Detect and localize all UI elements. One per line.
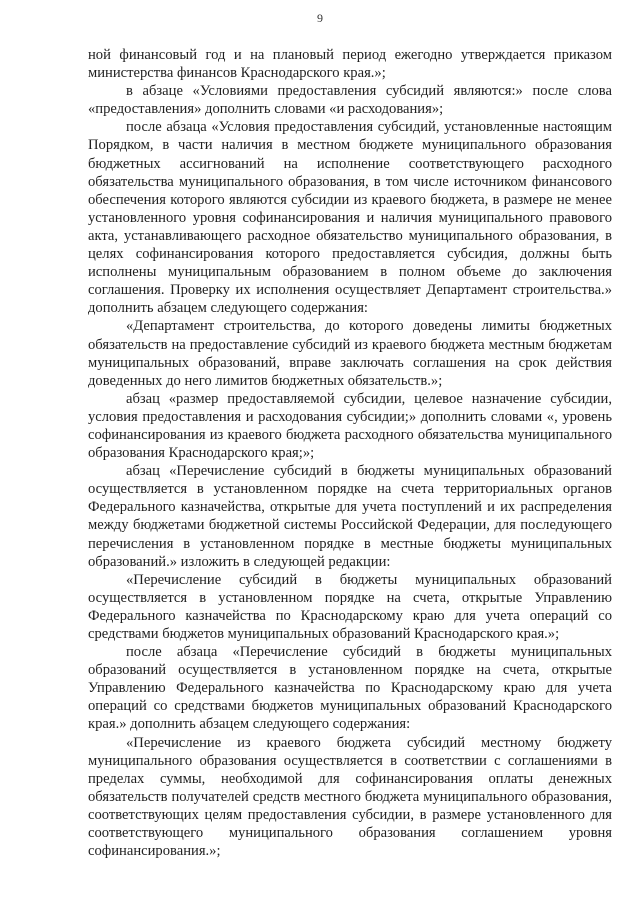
paragraph-1: ной финансовый год и на плановый период ежегодно утверждается приказом министерства финансов Краснодарского края.»;	[88, 47, 612, 82]
paragraph-5: абзац «размер предоставляемой субсидии, целевое назначение субсидии, условия предоставления и расходования субсидии;» дополнить словами «, уровень софинансирования из краевого бюджета расходного обязательства муниципального образования Краснодарского края;»;	[88, 390, 612, 462]
paragraph-6: абзац «Перечисление субсидий в бюджеты муниципальных образований осуществляется в установленном порядке на счета территориальных органов Федерального казначейства, открытые для учета поступлений и их распределения между бюджетами бюджетной системы Российской Федерации, для последующего перечисления в установленном порядке в местные бюджеты муниципальных образований.» изложить в следующей редакции:	[88, 463, 612, 570]
paragraph-2: в абзаце «Условиями предоставления субсидий являются:» после слова «предоставления» дополнить словами «и расходования»;	[88, 83, 612, 118]
page-number: 9	[317, 11, 323, 25]
document-body	[88, 46, 612, 860]
paragraph-4: «Департамент строительства, до которого доведены лимиты бюджетных обязательств на предоставление субсидий из краевого бюджета местным бюджетам муниципальных образований, вправе заключать соглашения на срок действия доведенных до него лимитов бюджетных обязательств.»;	[88, 318, 612, 389]
paragraph-9: «Перечисление из краевого бюджета субсидий местному бюджету муниципального образования осуществляется в соответствии с соглашениями в пределах суммы, необходимой для софинансирования оплаты денежных обязательств получателей средств местного бюджета муниципального образования, соответствующих целям предоставления субсидии, в размере установленного для соответствующего муниципального образования соглашением уровня софинансирования.»;	[88, 734, 612, 860]
paragraph-8: после абзаца «Перечисление субсидий в бюджеты муниципальных образований осуществляется в установленном порядке на счета, открытые Управлению Федерального казначейства по Краснодарскому краю для учета операций со средствами бюджетов муниципальных образований Краснодарского края.» дополнить абзацем следующего содержания:	[88, 644, 612, 733]
paragraph-3: после абзаца «Условия предоставления субсидий, установленные настоящим Порядком, в части наличия в местном бюджете муниципального образования бюджетных ассигнований на исполнение соответствующего расходного обязательства муниципального образования, в том числе источником финансового обеспечения которого являются субсидии из краевого бюджета, в размере не менее установленного уровня софинансирования и наличия муниципального правового акта, устанавливающего расходное обязательство муниципального образования, в целях софинансирования которого предоставляется субсидия, должны быть исполнены муниципальным образованием в полном объеме до заключения соглашения. Проверку их исполнения осуществляет Департамент строительства.» дополнить абзацем следующего содержания:	[88, 119, 612, 317]
paragraph-7: «Перечисление субсидий в бюджеты муниципальных образований осуществляется в установленном порядке на счета, открытые Управлению Федерального казначейства по Краснодарскому краю для учета операций со средствами бюджетов муниципальных образований Краснодарского края.»;	[88, 571, 612, 642]
